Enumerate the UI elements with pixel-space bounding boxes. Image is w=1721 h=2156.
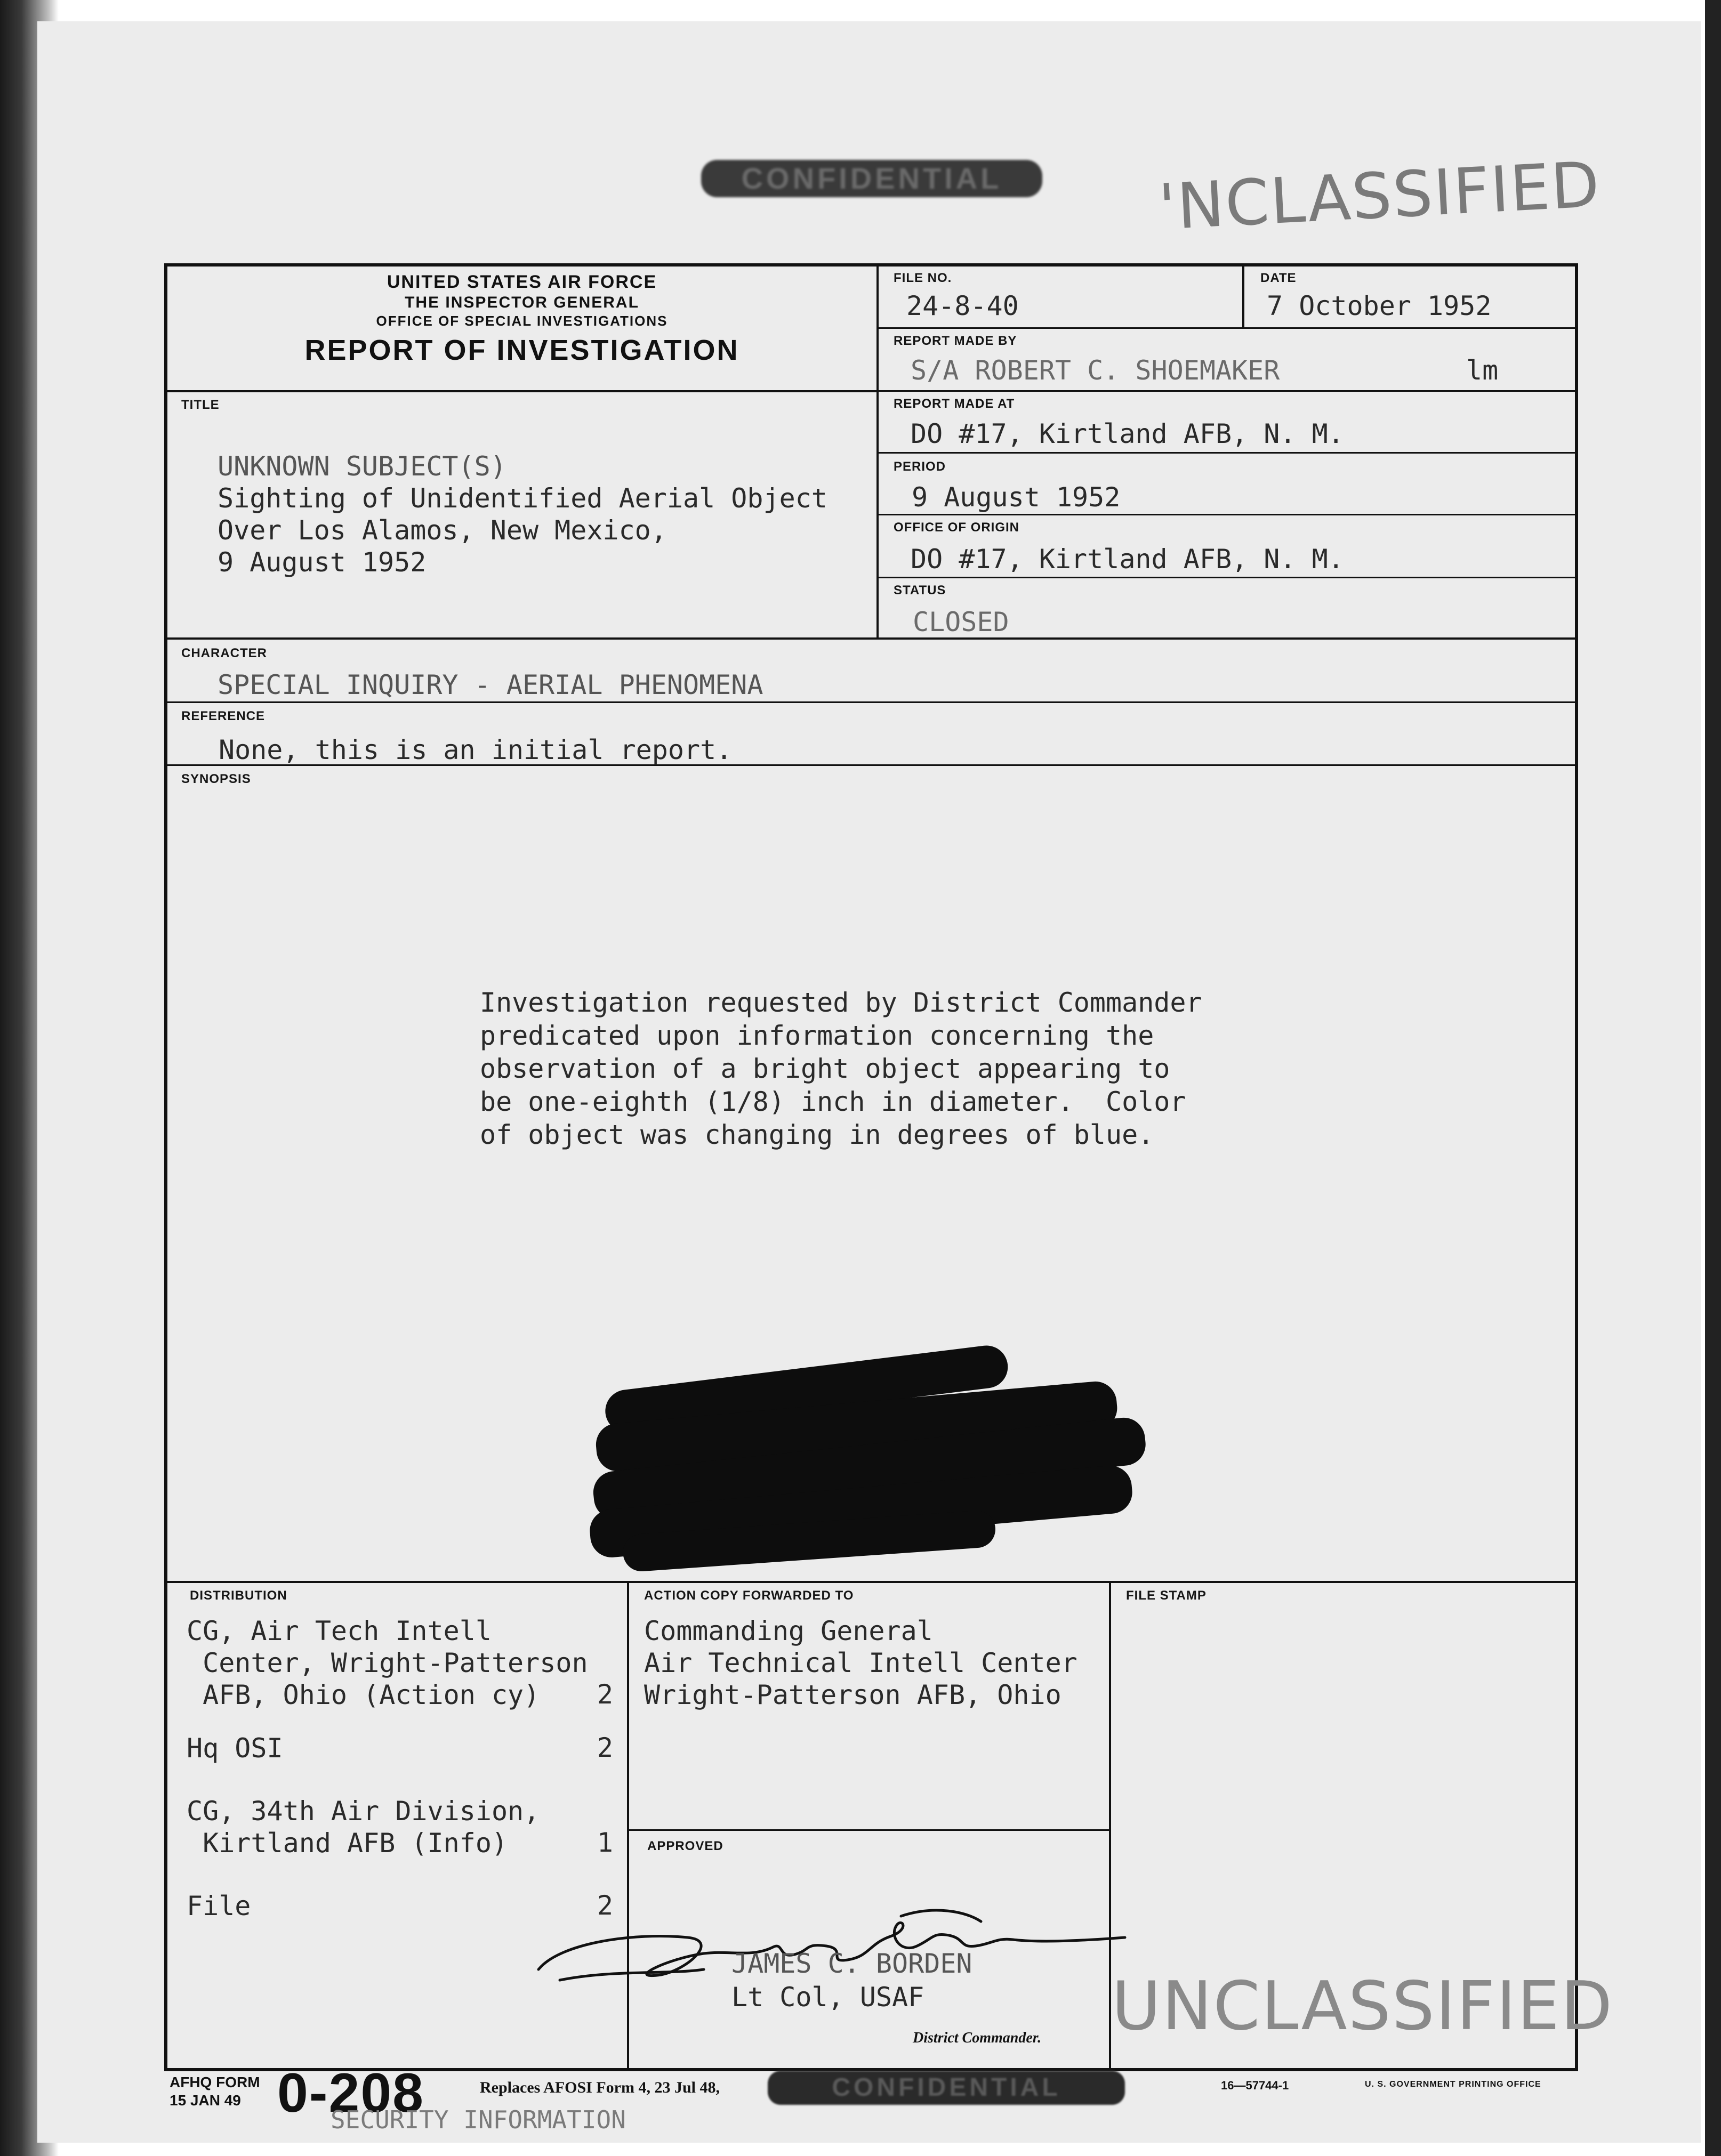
date-value: 7 October 1952 xyxy=(1267,290,1492,321)
distribution-line: Hq OSI xyxy=(187,1733,283,1764)
distribution-entry xyxy=(187,1795,618,1859)
line-distribution-top xyxy=(164,1581,1578,1583)
header-line1: UNITED STATES AIR FORCE xyxy=(387,272,657,292)
line-office xyxy=(876,577,1575,578)
distribution-label: DISTRIBUTION xyxy=(190,1588,287,1603)
title-line: 9 August 1952 xyxy=(218,547,427,578)
synopsis-label: SYNOPSIS xyxy=(181,772,251,786)
replaces-note: Replaces AFOSI Form 4, 23 Jul 48, xyxy=(480,2079,720,2096)
distribution-entry xyxy=(187,1732,618,1795)
line-header-bottom xyxy=(164,390,879,392)
distribution-line: File xyxy=(187,1891,251,1921)
line-report-by xyxy=(876,390,1575,392)
title-line: Over Los Alamos, New Mexico, xyxy=(218,515,667,546)
header-line2: THE INSPECTOR GENERAL xyxy=(405,294,639,311)
header-line3: OFFICE OF SPECIAL INVESTIGATIONS xyxy=(376,313,668,329)
line-report-at xyxy=(876,452,1575,454)
action-copy-line: Air Technical Intell Center xyxy=(644,1648,1077,1678)
synopsis-line: be one-eighth (1/8) inch in diameter. Color xyxy=(480,1086,1186,1117)
line-file-no xyxy=(876,327,1575,329)
title-line: UNKNOWN SUBJECT(S) xyxy=(218,451,506,482)
form-id-block xyxy=(170,2073,260,2110)
form-left-border xyxy=(164,263,167,2071)
date-label: DATE xyxy=(1260,271,1297,285)
report-made-by-label: REPORT MADE BY xyxy=(894,334,1017,348)
office-of-origin-value: DO #17, Kirtland AFB, N. M. xyxy=(911,544,1344,575)
printer-credit: U. S. GOVERNMENT PRINTING OFFICE xyxy=(1365,2080,1541,2089)
status-value: CLOSED xyxy=(913,607,1009,637)
distribution-count: 2 xyxy=(597,1679,613,1710)
file-no-value: 24-8-40 xyxy=(906,290,1019,321)
synopsis-line: Investigation requested by District Commander xyxy=(480,987,1202,1018)
approver-role: District Commander. xyxy=(913,2030,1042,2046)
approver-name: JAMES C. BORDEN xyxy=(731,1948,972,1979)
synopsis-text xyxy=(480,986,1202,1151)
action-copy-line: Wright-Patterson AFB, Ohio xyxy=(644,1679,1061,1710)
reference-label: REFERENCE xyxy=(181,709,266,723)
report-title: REPORT OF INVESTIGATION xyxy=(304,334,739,366)
distribution-entry xyxy=(187,1615,618,1710)
report-made-by-value: S/A ROBERT C. SHOEMAKER xyxy=(911,355,1280,386)
print-code: 16—57744-1 xyxy=(1221,2079,1289,2092)
synopsis-line: observation of a bright object appearing to xyxy=(480,1053,1170,1084)
form-line1: AFHQ FORM xyxy=(170,2074,260,2090)
unclassified-stamp-bottom: UNCLASSIFIED xyxy=(1112,1967,1614,2045)
report-made-at-value: DO #17, Kirtland AFB, N. M. xyxy=(911,418,1344,449)
character-value: SPECIAL INQUIRY - AERIAL PHENOMENA xyxy=(218,669,763,700)
scan-right-edge xyxy=(1705,0,1721,2156)
bottom-redacted-stamp: CONFIDENTIAL xyxy=(768,2071,1125,2105)
report-made-at-label: REPORT MADE AT xyxy=(894,397,1015,411)
synopsis-line: of object was changing in degrees of blue. xyxy=(480,1119,1154,1150)
period-value: 9 August 1952 xyxy=(912,482,1121,513)
action-copy-block xyxy=(644,1615,1077,1711)
distribution-line: AFB, Ohio (Action cy) xyxy=(187,1679,540,1710)
distribution-line: Center, Wright-Patterson xyxy=(187,1648,588,1678)
report-made-by-suffix: lm xyxy=(1466,355,1499,386)
distribution-line: CG, Air Tech Intell xyxy=(187,1616,492,1646)
distribution-count: 2 xyxy=(597,1890,613,1921)
title-label: TITLE xyxy=(181,398,220,412)
character-label: CHARACTER xyxy=(181,646,267,660)
approver-rank: Lt Col, USAF xyxy=(731,1982,924,2013)
line-character xyxy=(164,701,1578,703)
form-top-border xyxy=(164,263,1578,267)
line-period xyxy=(876,514,1575,515)
status-label: STATUS xyxy=(894,583,946,597)
approved-label: APPROVED xyxy=(647,1839,723,1853)
distribution-list xyxy=(187,1615,618,1922)
distribution-count: 2 xyxy=(597,1732,613,1763)
form-number: 0-208 xyxy=(277,2062,424,2124)
form-line2: 15 JAN 49 xyxy=(170,2092,241,2109)
synopsis-line: predicated upon information concerning the xyxy=(480,1020,1154,1051)
title-line: Sighting of Unidentified Aerial Object xyxy=(218,483,827,514)
file-no-label: FILE NO. xyxy=(894,271,952,285)
header-divider xyxy=(876,263,879,639)
action-copy-label: ACTION COPY FORWARDED TO xyxy=(644,1588,854,1603)
unclassified-stamp-top: 'NCLASSIFIED xyxy=(1157,147,1603,244)
file-stamp-label: FILE STAMP xyxy=(1126,1588,1207,1603)
line-title-bottom xyxy=(164,637,1578,640)
reference-value: None, this is an initial report. xyxy=(219,734,733,765)
security-information: SECURITY INFORMATION xyxy=(331,2105,626,2134)
redaction-block xyxy=(582,1345,1156,1577)
form-right-border xyxy=(1575,263,1578,2071)
office-of-origin-label: OFFICE OF ORIGIN xyxy=(894,520,1019,535)
distribution-count: 1 xyxy=(597,1827,613,1858)
date-divider xyxy=(1242,263,1244,327)
action-copy-line: Commanding General xyxy=(644,1616,933,1646)
title-block xyxy=(218,450,827,578)
header-block xyxy=(167,272,876,367)
line-approved xyxy=(627,1829,1109,1831)
distribution-line: CG, 34th Air Division, xyxy=(187,1796,540,1827)
top-redacted-stamp: CONFIDENTIAL xyxy=(701,160,1042,197)
period-label: PERIOD xyxy=(894,459,946,474)
distribution-line: Kirtland AFB (Info) xyxy=(187,1828,508,1859)
